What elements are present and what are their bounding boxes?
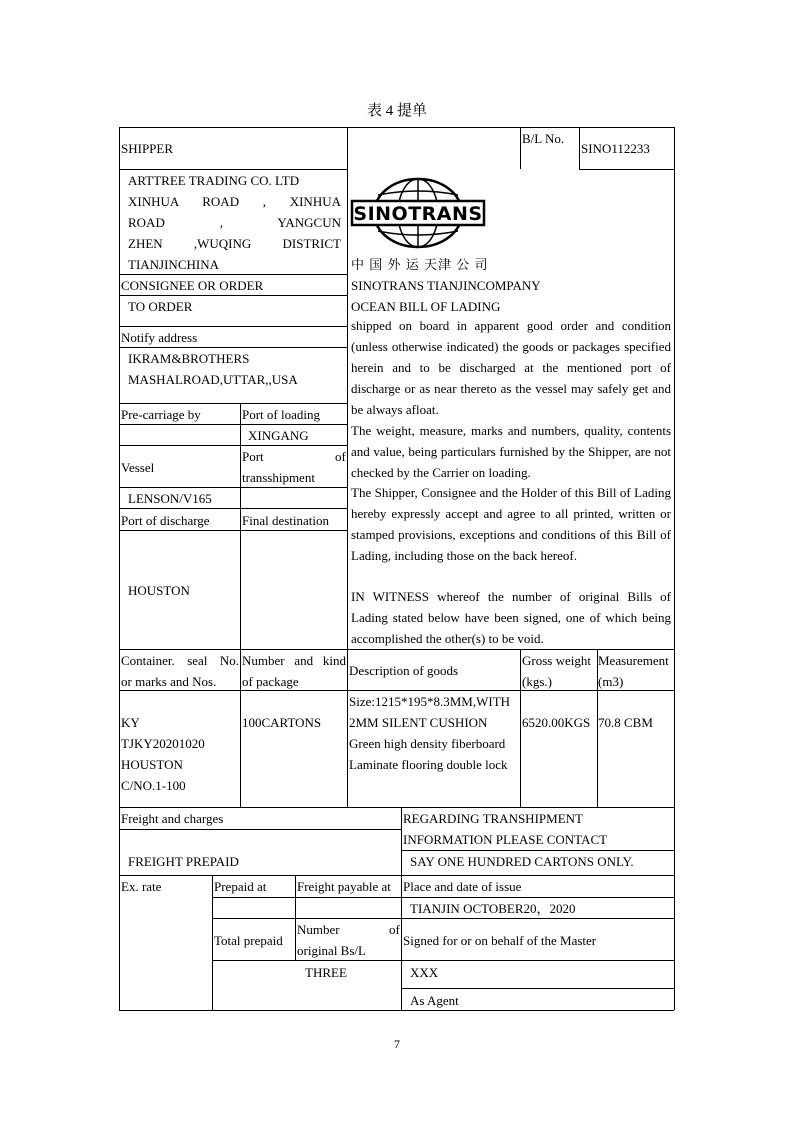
ex-rate-label: Ex. rate — [121, 879, 162, 894]
logo-text: SINOTRANS — [353, 203, 483, 225]
clause-in-witness: IN WITNESS whereof the number of original Bills of Lading stated below have been signed, one of which being accomplished the other(s) to be void. — [351, 589, 671, 646]
number-original-of: of — [389, 922, 400, 937]
consignee-value: TO ORDER — [128, 299, 193, 314]
clause-shipped-on-board: shipped on board in apparent good order and condition (unless otherwise indicated) the goods or packages specified herein and to be discharged at the mentioned port of discharge or as near thereto as the vessel may safely get and be always afloat. — [351, 318, 671, 417]
notify-line: MASHALROAD,UTTAR,,USA — [128, 372, 298, 387]
vessel-label: Vessel — [121, 460, 155, 475]
marks-header-line: Container. seal No. — [121, 653, 239, 668]
final-destination-label: Final destination — [242, 513, 330, 528]
transshipment-label-line2: transshipment — [242, 470, 315, 485]
signature-value: XXX — [410, 965, 439, 980]
marks-line: KY — [121, 715, 140, 730]
description-line: Laminate flooring double lock — [349, 757, 508, 772]
prepaid-at-label: Prepaid at — [214, 879, 267, 894]
marks-line: TJKY20201020 — [121, 736, 205, 751]
vessel-value: LENSON/V165 — [128, 491, 212, 506]
description-line: Size:1215*195*8.3MM,WITH — [349, 694, 511, 709]
carrier-chinese-name: 中 国 外 运 天津 公 司 — [351, 257, 489, 272]
clause-acceptance: The Shipper, Consignee and the Holder of this Bill of Lading hereby expressly accept and agree to all printed, written or stamped provisions, exceptions and conditions of this Bill of Lading, including those on the back hereof. — [351, 485, 671, 563]
number-original-line2: original Bs/L — [297, 943, 366, 958]
port-of-loading-label: Port of loading — [242, 407, 320, 422]
page-number: 7 — [394, 1037, 400, 1051]
number-original-line1: Number — [297, 922, 340, 937]
transshipment-label-of: of — [335, 449, 346, 464]
port-of-loading-value: XINGANG — [248, 428, 309, 443]
packages-header-line: of package — [242, 674, 299, 689]
gross-weight-header-line: (kgs.) — [522, 674, 552, 689]
packages-value: 100CARTONS — [242, 715, 322, 730]
shipper-line: XINHUA ROAD , XINHUA — [128, 194, 341, 209]
measurement-value: 70.8 CBM — [598, 715, 653, 730]
notify-line: IKRAM&BROTHERS — [128, 351, 250, 366]
gross-weight-header-line: Gross weight — [522, 653, 591, 668]
document-type: OCEAN BILL OF LADING — [351, 299, 501, 314]
document-title: 表 4 提单 — [366, 103, 427, 119]
carrier-company: SINOTRANS TIANJINCOMPANY — [351, 278, 541, 293]
freight-label: Freight and charges — [121, 811, 224, 826]
as-agent-label: As Agent — [410, 993, 459, 1008]
clause-weight-measure: The weight, measure, marks and numbers, quality, contents and value, being particulars furnished by the Shipper, are not checked by the Carrier on loading. — [351, 423, 671, 480]
port-of-discharge-value: HOUSTON — [128, 583, 190, 598]
measurement-header-line: (m3) — [598, 674, 624, 689]
sinotrans-logo — [350, 175, 486, 251]
notify-label: Notify address — [121, 330, 198, 345]
marks-header-line: or marks and Nos. — [121, 674, 217, 689]
pre-carriage-label: Pre-carriage by — [121, 407, 201, 422]
port-of-discharge-label: Port of discharge — [121, 513, 210, 528]
freight-payable-at-label: Freight payable at — [297, 879, 391, 894]
transhipment-note-line: REGARDING TRANSHIPMENT — [403, 811, 583, 826]
description-header: Description of goods — [349, 663, 459, 678]
marks-line: HOUSTON — [121, 757, 183, 772]
signed-label: Signed for or on behalf of the Master — [403, 933, 597, 948]
place-date-value: TIANJIN OCTOBER20，2020 — [410, 901, 576, 916]
shipper-label: SHIPPER — [121, 141, 174, 156]
freight-value: FREIGHT PREPAID — [128, 854, 239, 869]
measurement-header-line: Measurement — [598, 653, 669, 668]
marks-line: C/NO.1-100 — [121, 778, 186, 793]
gross-weight-value: 6520.00KGS — [522, 715, 591, 730]
shipper-line: ROAD , YANGCUN — [128, 215, 341, 230]
shipper-line: ARTTREE TRADING CO. LTD — [128, 173, 300, 188]
description-line: 2MM SILENT CUSHION — [349, 715, 488, 730]
shipper-line: TIANJINCHINA — [128, 257, 219, 272]
bl-number-label: B/L No. — [522, 131, 565, 146]
total-prepaid-label: Total prepaid — [214, 933, 283, 948]
transshipment-label-line1: Port — [242, 449, 264, 464]
shipper-line: ZHEN ,WUQING DISTRICT — [128, 236, 341, 251]
place-date-label: Place and date of issue — [403, 879, 522, 894]
packages-header-line: Number and kind — [242, 653, 346, 668]
number-original-value: THREE — [305, 965, 347, 980]
consignee-label: CONSIGNEE OR ORDER — [121, 278, 264, 293]
transhipment-note-line: INFORMATION PLEASE CONTACT — [403, 832, 608, 847]
description-line: Green high density fiberboard — [349, 736, 506, 751]
bl-number-value: SINO112233 — [581, 141, 650, 156]
say-total: SAY ONE HUNDRED CARTONS ONLY. — [410, 854, 634, 869]
